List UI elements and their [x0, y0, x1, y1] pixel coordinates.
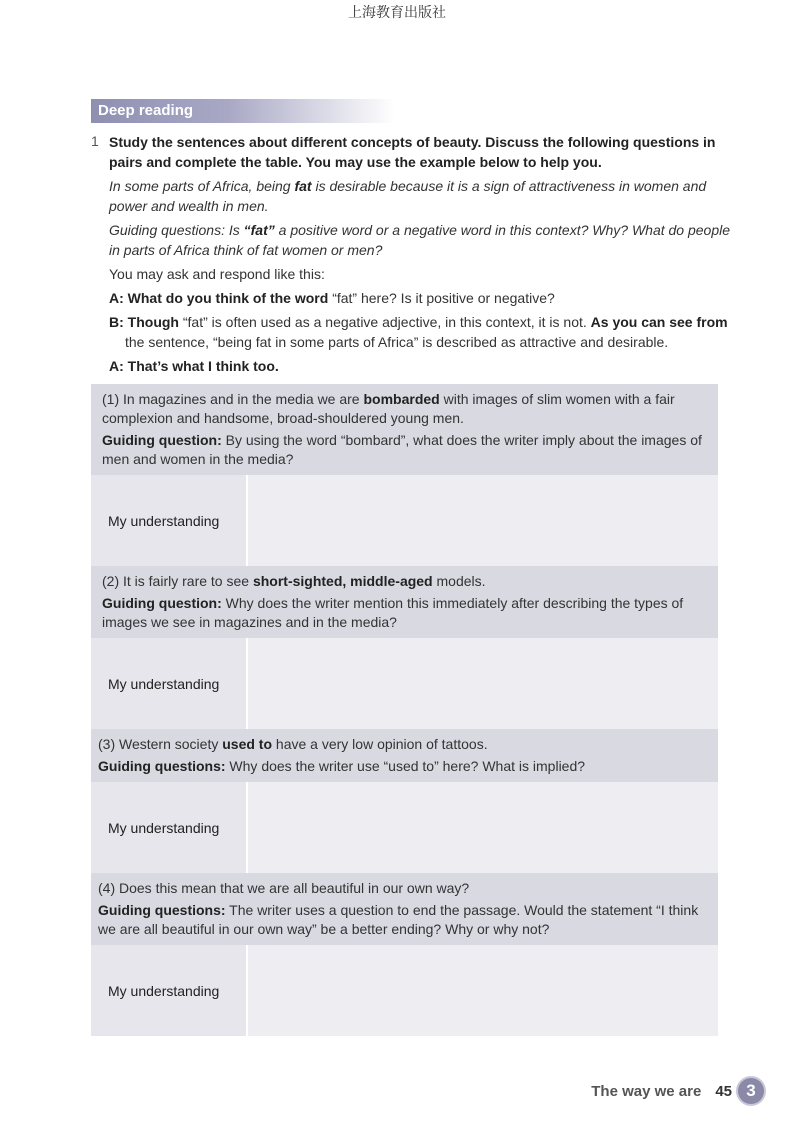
- dialogue-line-a1: A: What do you think of the word “fat” here? Is it positive or negative?: [109, 290, 555, 306]
- task-1: [91, 132, 731, 380]
- guiding-question: Guiding question: Why does the writer mention this immediately after describing the types of images we see in magazines and in the media?: [102, 595, 684, 630]
- answer-space[interactable]: [248, 945, 718, 1036]
- table-question-row: [91, 729, 718, 782]
- question-sentence: (1) In magazines and in the media we are bombarded with images of slim women with a fair complexion and handsome, broad-shouldered young men.: [102, 391, 675, 426]
- table-answer-row: [91, 945, 718, 1036]
- publisher-header: 上海教育出版社: [348, 5, 446, 21]
- answer-label: My understanding: [91, 945, 246, 1036]
- book-title: The way we are: [591, 1082, 702, 1100]
- dialogue-line-a2: A: That’s what I think too.: [109, 358, 279, 374]
- answer-label: My understanding: [91, 782, 246, 873]
- task-heading: Study the sentences about different concepts of beauty. Discuss the following questions in pairs and complete the table. You may use the example below to help you.: [109, 134, 716, 170]
- task-number: 1: [91, 133, 99, 149]
- answer-label: My understanding: [91, 638, 246, 729]
- understanding-table: [91, 384, 718, 1036]
- section-title: Deep reading: [91, 99, 395, 123]
- guiding-question: Guiding questions: Why does the writer use “used to” here? What is implied?: [98, 758, 586, 774]
- answer-space[interactable]: [248, 782, 718, 873]
- unit-badge: 3: [738, 1078, 764, 1104]
- dialogue-line-b: B: Though “fat” is often used as a negative adjective, in this context, it is not. As you can see from the sentence, “being fat in some parts of Africa” is described as attractive and desirable.: [109, 314, 728, 350]
- question-sentence: (4) Does this mean that we are all beautiful in our own way?: [98, 880, 470, 896]
- table-answer-row: [91, 782, 718, 873]
- answer-space[interactable]: [248, 475, 718, 566]
- table-answer-row: [91, 638, 718, 729]
- question-sentence: (2) It is fairly rare to see short-sighted, middle-aged models.: [102, 573, 486, 589]
- table-question-row: [91, 873, 718, 945]
- guiding-question: Guiding question: By using the word “bombard”, what does the writer imply about the images of men and women in the media?: [102, 432, 702, 467]
- page-number: 45: [715, 1082, 732, 1100]
- page-footer: [591, 1076, 764, 1106]
- dialogue-intro: You may ask and respond like this:: [109, 266, 325, 282]
- question-sentence: (3) Western society used to have a very low opinion of tattoos.: [98, 736, 488, 752]
- table-question-row: [91, 566, 718, 638]
- table-answer-row: [91, 475, 718, 566]
- guiding-question: Guiding questions: The writer uses a question to end the passage. Would the statement “I think we are all beautiful in our own way” be a better ending? Why or why not?: [98, 902, 699, 937]
- answer-label: My understanding: [91, 475, 246, 566]
- example-guiding-questions: Guiding questions: Is “fat” a positive word or a negative word in this context? Why? What do people in parts of Africa think of fat women or men?: [109, 222, 731, 258]
- table-question-row: [91, 384, 718, 475]
- example-sentence: In some parts of Africa, being fat is desirable because it is a sign of attractiveness in women and power and wealth in men.: [109, 178, 707, 214]
- answer-space[interactable]: [248, 638, 718, 729]
